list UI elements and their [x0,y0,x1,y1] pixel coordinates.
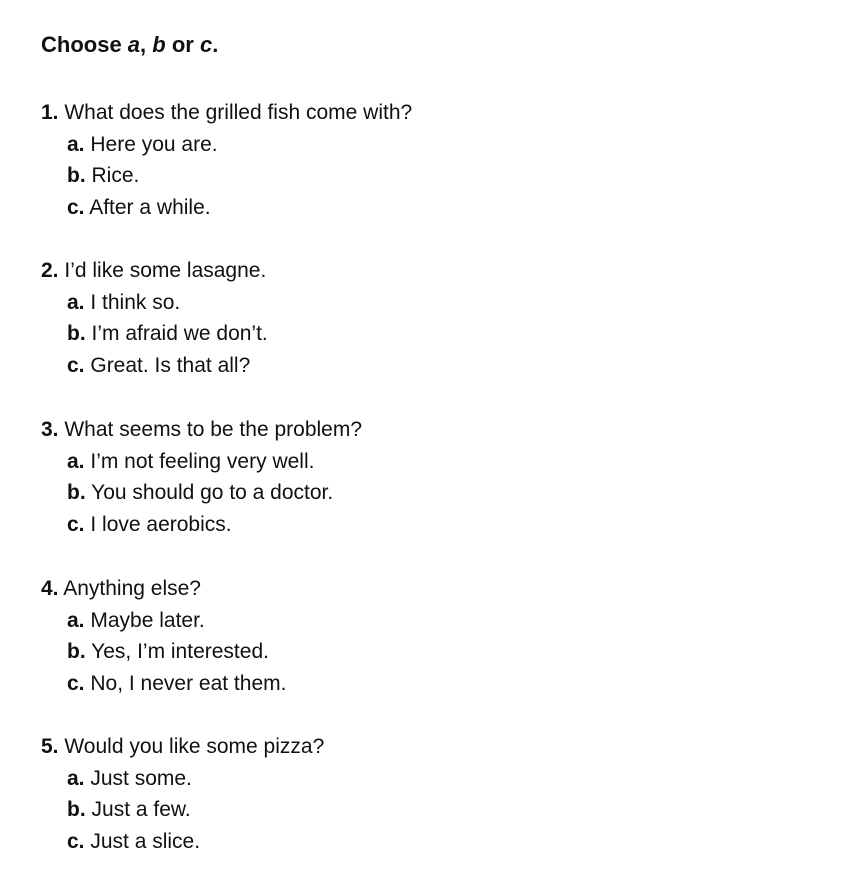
option-label: b. [67,164,86,188]
question-number: 3. [41,418,59,441]
question-text: What does the grilled fish come with? [64,101,413,124]
option-b[interactable] [41,477,801,509]
option-b[interactable] [41,794,801,826]
option-c[interactable] [41,192,801,224]
option-text: I think so. [90,290,181,314]
option-text: No, I never eat them. [90,671,287,695]
instruction-separator-2: or [165,32,200,57]
option-text: Rice. [91,164,140,188]
option-b[interactable] [41,636,801,668]
question-3 [41,414,801,540]
question-number: 5. [41,735,59,758]
question-text: Would you like some pizza? [64,735,325,758]
option-b[interactable] [41,160,801,192]
option-label: c. [67,195,85,219]
option-text: After a while. [89,195,211,219]
instruction-prefix: Choose [41,32,128,57]
question-2 [41,255,801,381]
instruction-option-b: b [152,32,166,57]
option-label: c. [67,353,85,377]
question-number: 4. [41,577,59,600]
option-text: Great. Is that all? [90,353,251,377]
option-label: b. [67,481,86,505]
option-text: You should go to a doctor. [91,481,334,505]
question-5 [41,731,801,857]
option-label: a. [67,449,85,473]
question-4 [41,573,801,699]
question-prompt [41,97,801,129]
option-c[interactable] [41,668,801,700]
question-text: What seems to be the problem? [64,418,363,441]
option-label: c. [67,512,85,536]
question-prompt [41,414,801,446]
option-c[interactable] [41,826,801,858]
question-1 [41,97,801,223]
option-a[interactable] [41,129,801,161]
instruction-suffix: . [212,32,219,57]
question-number: 1. [41,101,59,124]
option-c[interactable] [41,350,801,382]
options-list [41,605,801,700]
option-label: a. [67,132,85,156]
option-text: Maybe later. [90,608,205,632]
option-label: a. [67,290,85,314]
option-text: I’m not feeling very well. [90,449,315,473]
option-text: Here you are. [90,132,218,156]
instruction-option-a: a [127,32,141,57]
option-label: c. [67,671,85,695]
option-text: Just a slice. [90,829,201,853]
instruction-option-c: c [199,32,213,57]
option-label: b. [67,322,86,346]
question-prompt [41,573,801,605]
option-label: b. [67,640,86,664]
option-a[interactable] [41,605,801,637]
option-text: I’m afraid we don’t. [91,322,268,346]
option-a[interactable] [41,763,801,795]
option-a[interactable] [41,446,801,478]
option-label: a. [67,766,85,790]
option-label: a. [67,608,85,632]
options-list [41,446,801,541]
option-c[interactable] [41,509,801,541]
question-text: I’d like some lasagne. [64,259,267,282]
question-prompt [41,731,801,763]
question-number: 2. [41,259,59,282]
options-list [41,129,801,224]
instruction-separator-1: , [140,32,153,57]
option-b[interactable] [41,318,801,350]
question-prompt [41,255,801,287]
option-a[interactable] [41,287,801,319]
options-list [41,763,801,858]
instruction-heading [41,31,218,59]
option-text: I love aerobics. [90,512,232,536]
question-text: Anything else? [63,577,201,600]
options-list [41,287,801,382]
option-text: Just a few. [91,798,191,822]
option-text: Yes, I’m interested. [91,640,269,664]
option-label: b. [67,798,86,822]
option-text: Just some. [90,766,192,790]
option-label: c. [67,829,85,853]
